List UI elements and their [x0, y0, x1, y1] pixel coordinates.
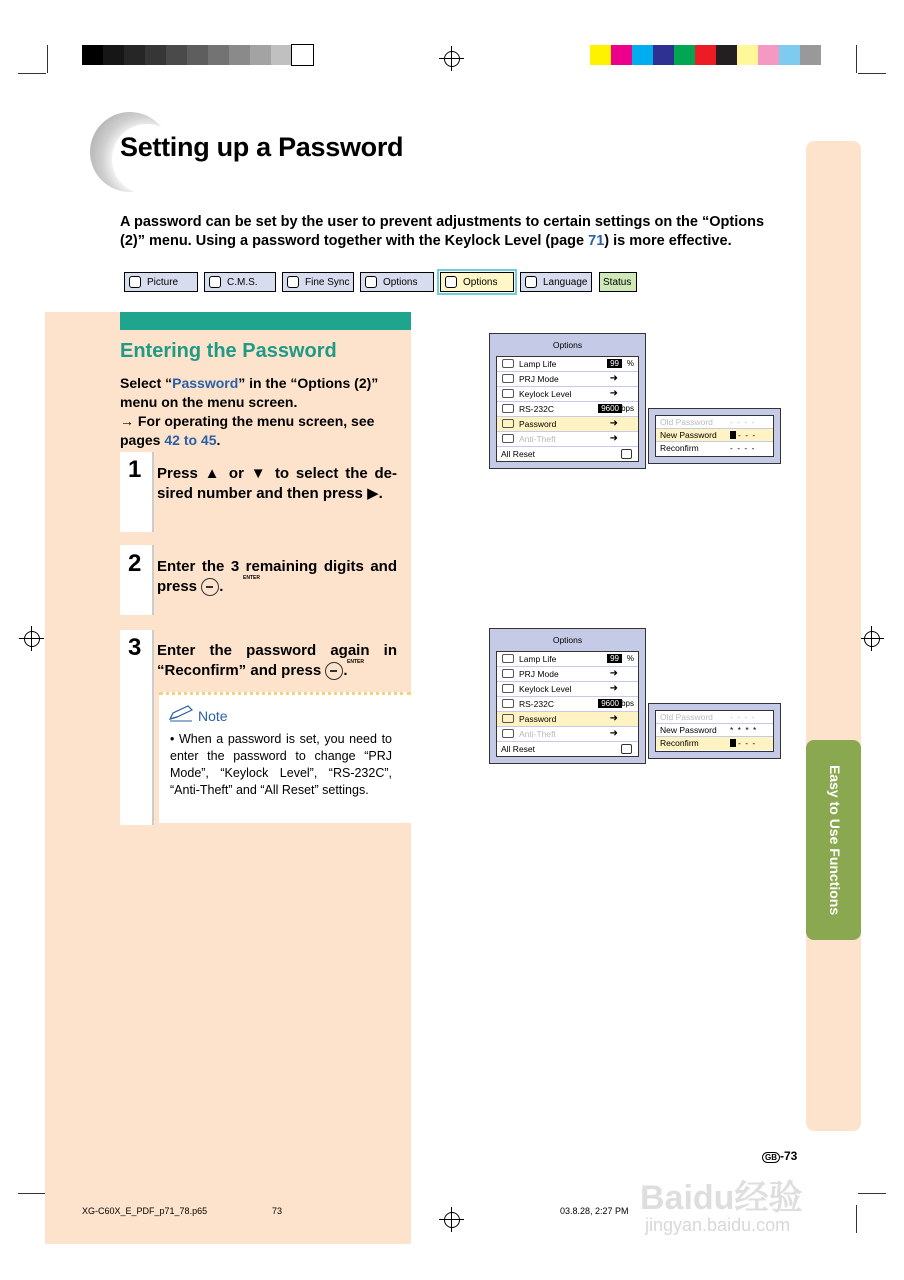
- osd-list: [496, 356, 639, 462]
- enter-button-icon: [325, 662, 343, 680]
- step-3-text: Enter the password again in “Reconfirm” and press .: [157, 642, 397, 679]
- tab-fine-sync[interactable]: Fine Sync: [282, 272, 354, 292]
- options-menu-screen-2: [489, 628, 646, 764]
- tab-status[interactable]: Status: [599, 272, 637, 292]
- reconfirm-row[interactable]: Reconfirm - - -: [656, 737, 773, 750]
- key-icon: [502, 714, 514, 723]
- color-swatch: [166, 45, 187, 65]
- anti-theft-icon: [502, 729, 514, 738]
- enter-label: ENTER: [347, 659, 364, 665]
- anti-theft-icon: [502, 434, 514, 443]
- color-swatch: [145, 45, 166, 65]
- password-dialog-1: [648, 408, 781, 464]
- osd-row-keylock[interactable]: Keylock Level ➜: [497, 387, 638, 402]
- osd-row-rs232c[interactable]: RS-232C 9600 bps: [497, 402, 638, 417]
- section-intro: Select “Password” in the “Options (2)” menu on the menu screen. → For operating the menu screen, see pages 42 to 45.: [120, 375, 379, 448]
- osd-title: Options: [552, 340, 583, 350]
- color-swatch: [208, 45, 229, 65]
- osd-row-password[interactable]: Password ➜: [497, 417, 638, 432]
- registration-mark: [444, 1212, 460, 1228]
- color-swatch: [250, 45, 271, 65]
- osd-row-prj-mode[interactable]: PRJ Mode ➜: [497, 372, 638, 387]
- prj-mode-icon: [502, 374, 514, 383]
- crop-mark: [856, 45, 857, 73]
- step-3-number: 3: [128, 634, 142, 661]
- section-bar: [120, 312, 411, 330]
- color-swatch: [800, 45, 821, 65]
- color-swatch: [229, 45, 250, 65]
- tab-cms[interactable]: C.M.S.: [204, 272, 276, 292]
- step-2-text: Enter the 3 remaining digits and press .: [157, 558, 397, 595]
- color-swatch: [632, 45, 653, 65]
- step-2-number: 2: [128, 550, 142, 577]
- tab-picture[interactable]: Picture: [124, 272, 198, 292]
- color-swatch: [103, 45, 124, 65]
- osd-row-lamp-life[interactable]: Lamp Life 99 %: [497, 652, 638, 667]
- language-icon: [525, 276, 537, 288]
- osd-row-all-reset[interactable]: All Reset: [497, 742, 638, 757]
- fine-sync-icon: [287, 276, 299, 288]
- tab-options-2[interactable]: Options: [440, 272, 514, 292]
- osd-row-password[interactable]: Password ➜: [497, 712, 638, 727]
- crop-mark: [18, 1193, 46, 1194]
- watermark-url: jingyan.baidu.com: [645, 1215, 791, 1235]
- color-swatch: [271, 45, 292, 65]
- color-swatch: [611, 45, 632, 65]
- osd-title: Options: [552, 635, 583, 645]
- color-swatch: [653, 45, 674, 65]
- color-swatch: [82, 45, 103, 65]
- registration-mark: [444, 51, 460, 67]
- pages-link[interactable]: 42 to 45: [164, 432, 217, 448]
- lamp-icon: [502, 359, 514, 368]
- osd-row-rs232c[interactable]: RS-232C 9600 bps: [497, 697, 638, 712]
- color-swatch: [187, 45, 208, 65]
- osd-row-prj-mode[interactable]: PRJ Mode ➜: [497, 667, 638, 682]
- step-1-text: Press ▲ or ▼ to select the de-sired number and then press ▶.: [157, 465, 397, 502]
- osd-list: [496, 651, 639, 757]
- step-1-number: 1: [128, 456, 142, 483]
- osd-row-lamp-life[interactable]: Lamp Life 99 %: [497, 357, 638, 372]
- crop-mark: [858, 73, 886, 74]
- osd-row-all-reset[interactable]: All Reset: [497, 447, 638, 462]
- gb-badge: GB: [762, 1152, 780, 1163]
- osd-row-keylock[interactable]: Keylock Level ➜: [497, 682, 638, 697]
- lamp-icon: [502, 654, 514, 663]
- options-menu-screen-1: [489, 333, 646, 469]
- key-icon: [502, 419, 514, 428]
- old-password-row: Old Password - - - -: [656, 416, 773, 429]
- enter-button-icon: [201, 578, 219, 596]
- new-password-row[interactable]: New Password * * * *: [656, 724, 773, 737]
- footer-date: 03.8.28, 2:27 PM: [560, 1206, 629, 1216]
- lock-icon: [502, 389, 514, 398]
- rs232c-icon: [502, 699, 514, 708]
- note-text: • When a password is set, you need to enter the password to change “PRJ Mode”, “Keylock Level”, “RS-232C”, “Anti-Theft” and “All Reset” settings.: [170, 732, 392, 797]
- color-swatch: [737, 45, 758, 65]
- osd-row-anti-theft[interactable]: Anti-Theft ➜: [497, 727, 638, 742]
- footer-filename: XG-C60X_E_PDF_p71_78.p65: [82, 1206, 208, 1216]
- crop-mark: [856, 1205, 857, 1233]
- page-number: GB -73: [762, 1149, 797, 1163]
- tab-options-1[interactable]: Options: [360, 272, 434, 292]
- color-swatch: [674, 45, 695, 65]
- page-link[interactable]: 71: [588, 233, 605, 249]
- note-title: Note: [198, 708, 228, 724]
- osd-row-anti-theft[interactable]: Anti-Theft ➜: [497, 432, 638, 447]
- color-swatch: [695, 45, 716, 65]
- reset-icon: [621, 744, 632, 754]
- cms-icon: [209, 276, 221, 288]
- side-margin-panel: [806, 141, 861, 1131]
- lock-icon: [502, 684, 514, 693]
- crop-mark: [18, 73, 46, 74]
- options-icon: [445, 276, 457, 288]
- color-swatch: [590, 45, 611, 65]
- color-swatch: [292, 45, 313, 65]
- enter-label: ENTER: [243, 575, 260, 581]
- crop-mark: [858, 1193, 886, 1194]
- options-icon: [365, 276, 377, 288]
- chapter-tab-label: Easy to Use Functions: [827, 764, 843, 916]
- page-title: Setting up a Password: [120, 132, 404, 162]
- color-swatch: [124, 45, 145, 65]
- registration-mark: [24, 631, 40, 647]
- watermark: Baidu经验: [640, 1179, 803, 1217]
- color-swatch: [716, 45, 737, 65]
- prj-mode-icon: [502, 669, 514, 678]
- tab-language[interactable]: Language: [520, 272, 592, 292]
- reset-icon: [621, 449, 632, 459]
- color-swatch: [779, 45, 800, 65]
- old-password-row: Old Password - - - -: [656, 711, 773, 724]
- color-swatch: [758, 45, 779, 65]
- pencil-icon: [168, 704, 194, 720]
- footer-page: 73: [272, 1206, 283, 1216]
- rs232c-icon: [502, 404, 514, 413]
- crop-mark: [47, 45, 48, 73]
- intro-paragraph: A password can be set by the user to prevent adjustments to certain settings on the “Options (2)” menu. Using a password together with the Keylock Level (page 71) is more effective.: [120, 214, 765, 249]
- new-password-row[interactable]: New Password - - -: [656, 429, 773, 442]
- section-heading: Entering the Password: [120, 340, 337, 362]
- input-cursor: [730, 431, 736, 439]
- registration-mark: [864, 631, 880, 647]
- picture-icon: [129, 276, 141, 288]
- password-dialog-2: [648, 703, 781, 759]
- input-cursor: [730, 739, 736, 747]
- password-link[interactable]: Password: [172, 375, 239, 391]
- reconfirm-row[interactable]: Reconfirm - - - -: [660, 443, 756, 453]
